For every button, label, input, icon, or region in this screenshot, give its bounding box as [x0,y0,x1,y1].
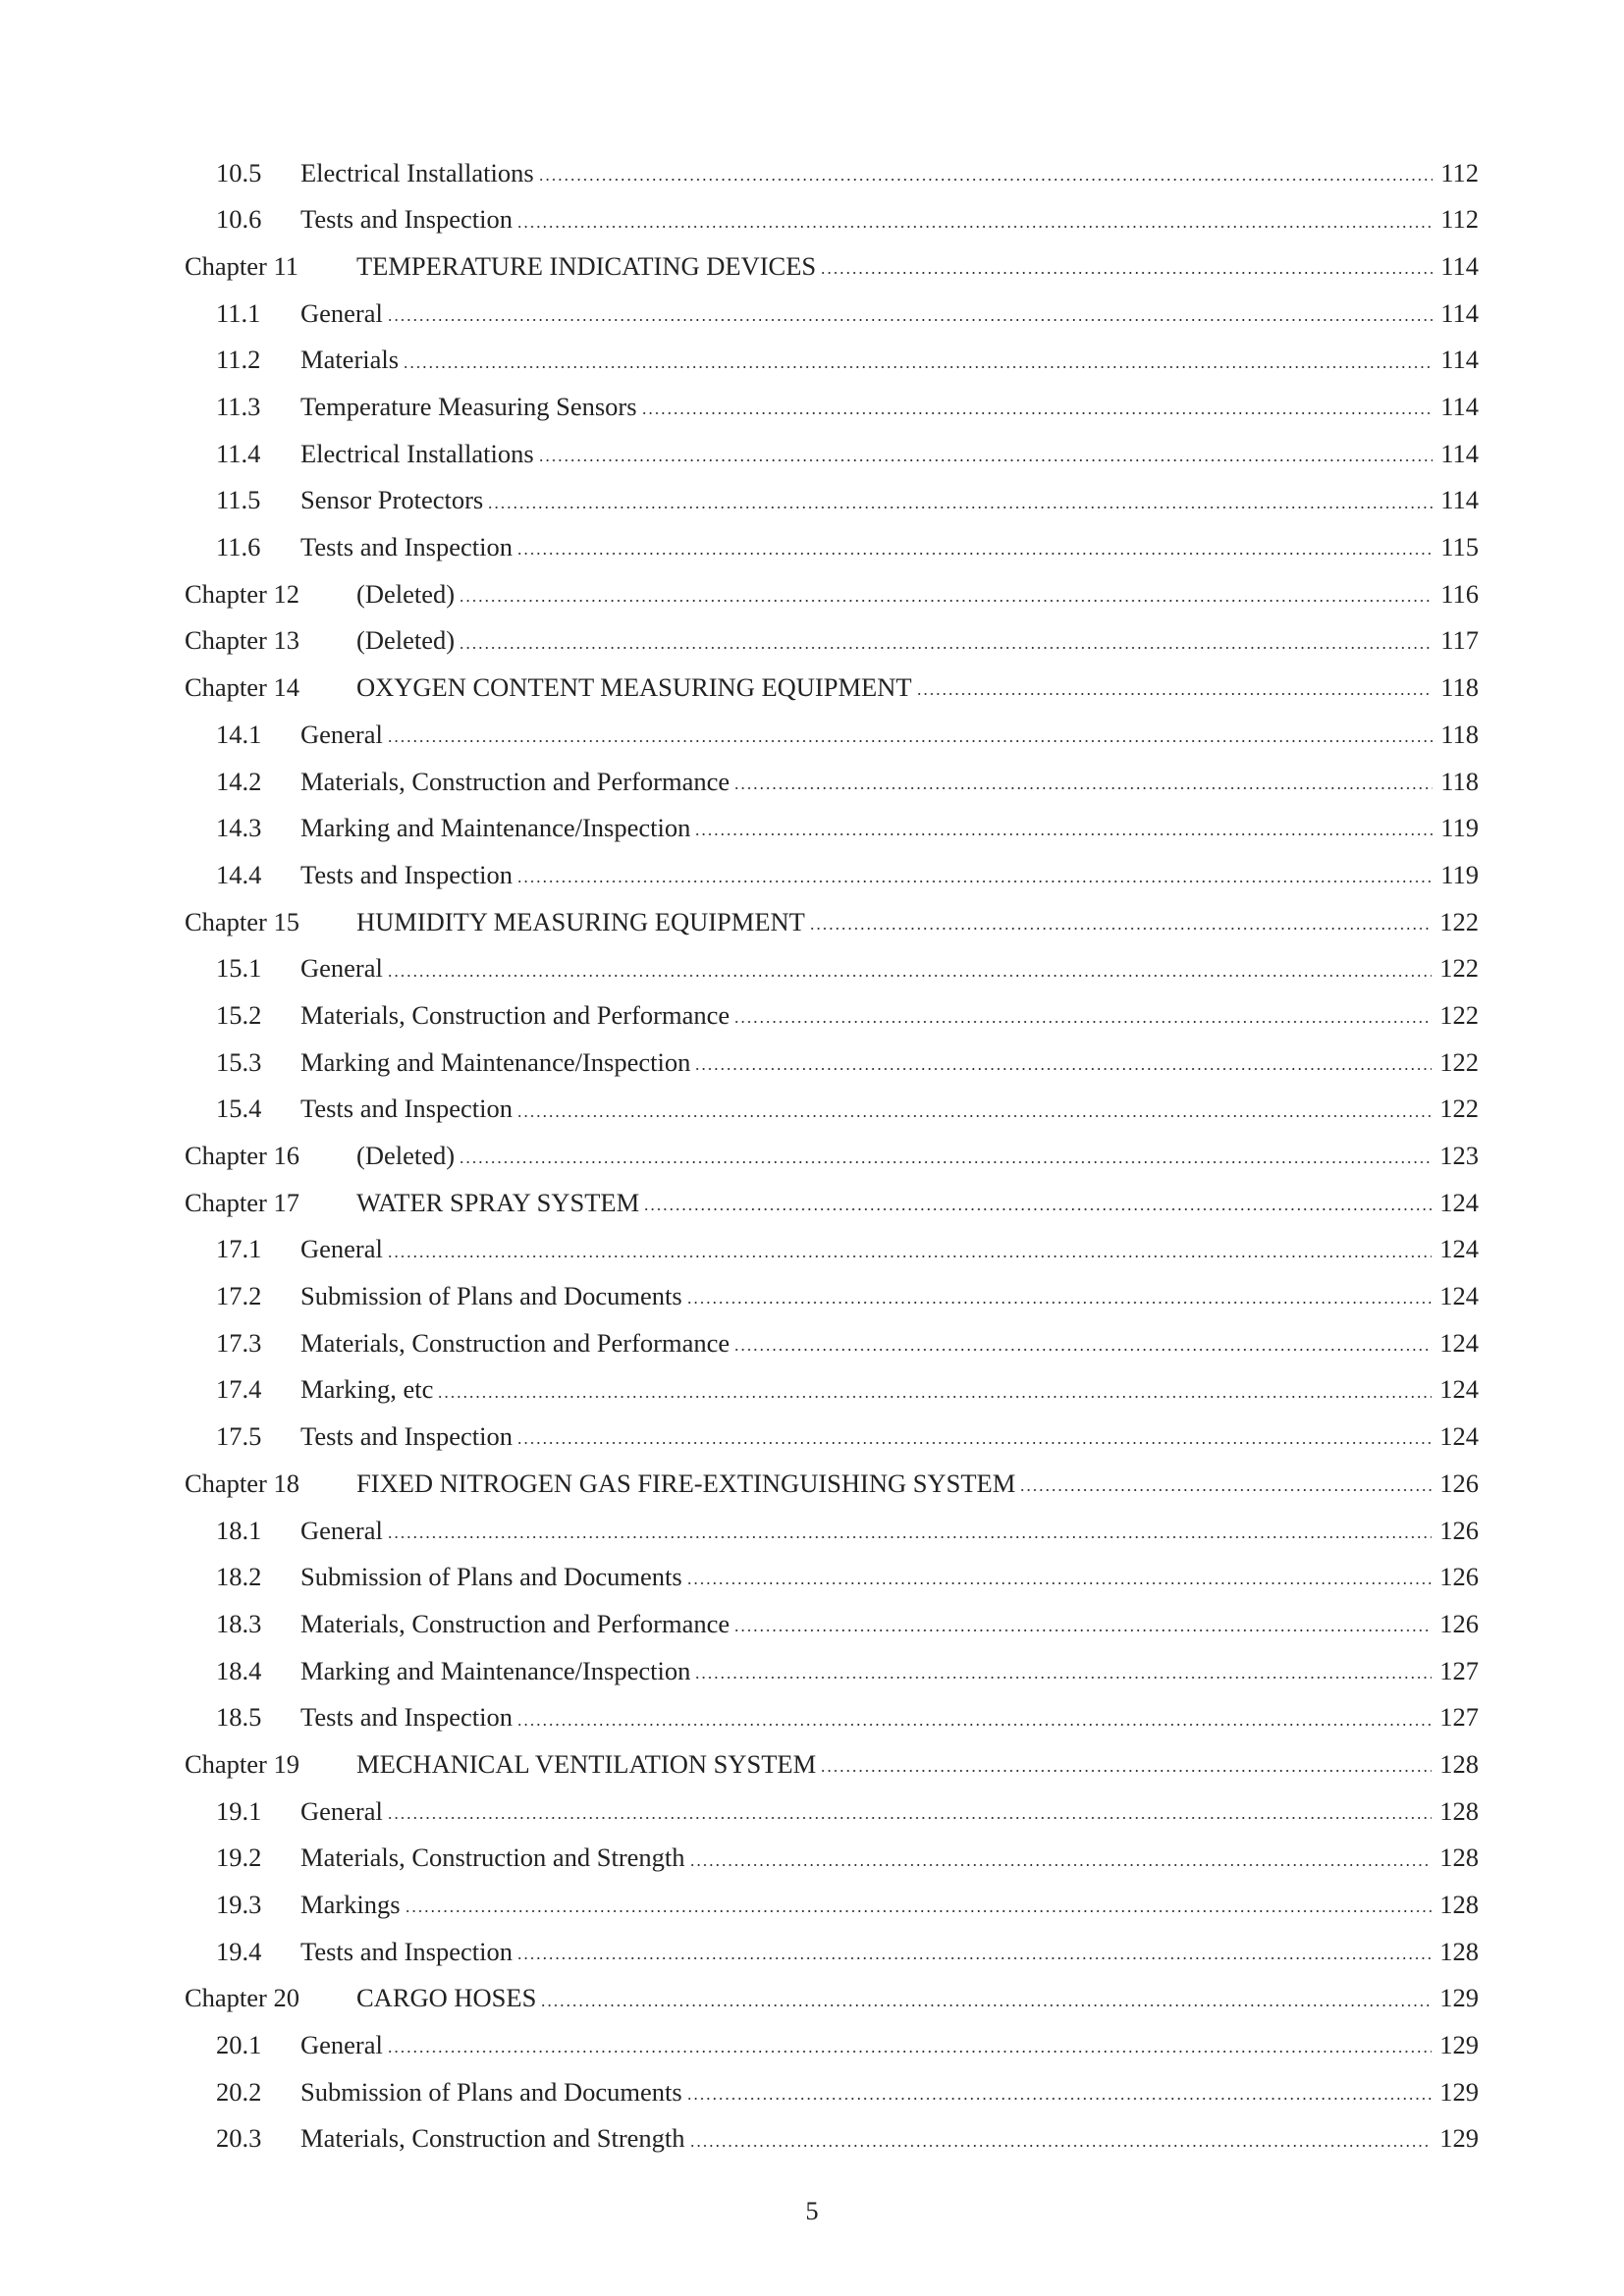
toc-entry-page: 126 [1439,1608,1479,1638]
toc-entry-title: General [300,1234,383,1264]
toc-chapter-entry[interactable] [185,1740,1479,1788]
toc-entry-page: 122 [1439,906,1479,936]
toc-entry-title: General [300,1515,383,1545]
toc-entry-page: 129 [1439,1983,1479,2013]
toc-entry-title: Marking, etc [300,1374,434,1405]
toc-entry-title: Materials, Construction and Strength [300,2123,685,2154]
toc-section-entry[interactable] [185,1647,1479,1694]
toc-entry-page: 124 [1439,1374,1479,1405]
toc-entry-page: 129 [1439,2123,1479,2154]
toc-entry-page: 126 [1439,1562,1479,1592]
toc-entry-page: 122 [1439,1046,1479,1077]
toc-dot-leader [809,909,1432,934]
toc-chapter-entry[interactable] [185,1460,1479,1507]
toc-entry-number: 15.3 [216,1046,262,1077]
toc-dot-leader [540,1986,1432,2011]
toc-section-entry[interactable] [185,1881,1479,1928]
toc-section-entry[interactable] [185,1414,1479,1461]
toc-entry-title: General [300,297,383,328]
toc-dot-leader [686,1564,1433,1589]
toc-section-entry[interactable] [185,1366,1479,1414]
toc-dot-leader [387,1798,1432,1824]
toc-dot-leader [820,1751,1432,1777]
toc-entry-title: Tests and Inspection [300,1421,513,1452]
toc-dot-leader [820,253,1433,279]
toc-entry-page: 128 [1439,1795,1479,1826]
toc-entry-page: 124 [1439,1281,1479,1311]
toc-entry-title: TEMPERATURE INDICATING DEVICES [356,250,817,281]
toc-dot-leader [694,1658,1432,1683]
toc-entry-title: Submission of Plans and Documents [300,1562,682,1592]
toc-section-entry[interactable] [185,149,1479,196]
toc-entry-number: 14.4 [216,859,262,889]
toc-entry-title: Submission of Plans and Documents [300,2076,682,2107]
toc-entry-page: 118 [1440,672,1479,703]
toc-chapter-entry[interactable] [185,617,1479,665]
toc-section-entry[interactable] [185,711,1479,758]
toc-chapter-entry[interactable] [185,242,1479,290]
toc-chapter-entry[interactable] [185,1132,1479,1179]
toc-dot-leader [733,1330,1432,1356]
toc-entry-title: Materials, Construction and Performance [300,1608,731,1638]
toc-entry-page: 123 [1439,1141,1479,1171]
toc-dot-leader [516,207,1433,233]
toc-section-entry[interactable] [185,945,1479,992]
toc-entry-title: Materials [300,345,400,375]
toc-entry-page: 127 [1439,1702,1479,1733]
toc-entry-number: 15.4 [216,1094,262,1124]
toc-section-entry[interactable] [185,1086,1479,1133]
toc-section-entry[interactable] [185,337,1479,384]
toc-dot-leader [733,1611,1432,1636]
toc-entry-title: General [300,719,383,749]
toc-entry-title: Materials, Construction and Performance [300,766,731,796]
toc-entry-title: Sensor Protectors [300,485,484,515]
toc-entry-page: 127 [1439,1655,1479,1685]
toc-section-entry[interactable] [185,2022,1479,2069]
toc-entry-page: 122 [1439,953,1479,984]
toc-dot-leader [459,1143,1432,1168]
toc-entry-page: 118 [1440,766,1479,796]
toc-dot-leader [733,769,1433,794]
toc-dot-leader [1019,1470,1432,1496]
toc-section-entry[interactable] [185,2115,1479,2163]
toc-entry-number: 14.2 [216,766,262,796]
toc-dot-leader [689,2126,1433,2152]
toc-section-entry[interactable] [185,524,1479,571]
toc-dot-leader [405,1892,1433,1917]
toc-entry-page: 114 [1440,438,1479,468]
toc-entry-number: 10.5 [216,157,262,187]
toc-entry-title: (Deleted) [356,578,456,609]
toc-entry-title: CARGO HOSES [356,1983,537,2013]
toc-entry-title: OXYGEN CONTENT MEASURING EQUIPMENT [356,672,912,703]
toc-entry-number: Chapter 19 [185,1748,300,1779]
toc-dot-leader [694,1049,1432,1075]
toc-entry-page: 114 [1440,250,1479,281]
toc-chapter-entry[interactable] [185,665,1479,712]
toc-entry-page: 124 [1439,1327,1479,1358]
toc-dot-leader [387,1518,1432,1543]
toc-section-entry[interactable] [185,1694,1479,1741]
toc-dot-leader [516,1939,1432,1964]
toc-entry-page: 118 [1440,719,1479,749]
toc-entry-number: 15.2 [216,999,262,1030]
toc-entry-number: 10.6 [216,204,262,235]
toc-section-entry[interactable] [185,1600,1479,1647]
toc-entry-title: Materials, Construction and Performance [300,1327,731,1358]
toc-dot-leader [538,441,1434,466]
toc-entry-title: Tests and Inspection [300,1702,513,1733]
toc-section-entry[interactable] [185,477,1479,524]
toc-section-entry[interactable] [185,1226,1479,1273]
toc-dot-leader [538,160,1434,186]
toc-chapter-entry[interactable] [185,1179,1479,1226]
toc-entry-number: 11.1 [216,297,261,328]
toc-entry-title: Tests and Inspection [300,204,513,235]
toc-dot-leader [459,628,1433,654]
toc-entry-page: 128 [1439,1890,1479,1920]
toc-entry-number: 18.3 [216,1608,262,1638]
toc-section-entry[interactable] [185,383,1479,430]
toc-entry-number: Chapter 20 [185,1983,300,2013]
toc-entry-title: Tests and Inspection [300,1936,513,1966]
toc-entry-page: 112 [1440,157,1479,187]
toc-entry-number: 19.1 [216,1795,262,1826]
toc-dot-leader [733,1002,1432,1028]
toc-entry-number: 11.5 [216,485,261,515]
toc-entry-number: 15.1 [216,953,262,984]
toc-entry-title: Electrical Installations [300,438,534,468]
toc-entry-page: 119 [1440,859,1479,889]
toc-section-entry[interactable] [185,1554,1479,1601]
toc-dot-leader [387,300,1433,326]
toc-entry-page: 124 [1439,1421,1479,1452]
toc-section-entry[interactable] [185,1835,1479,1882]
toc-entry-title: Marking and Maintenance/Inspection [300,1655,691,1685]
toc-entry-page: 124 [1439,1234,1479,1264]
toc-entry-page: 126 [1439,1515,1479,1545]
toc-entry-page: 122 [1439,1094,1479,1124]
toc-entry-number: 11.2 [216,345,261,375]
toc-section-entry[interactable] [185,430,1479,477]
toc-dot-leader [516,1423,1432,1449]
toc-section-entry[interactable] [185,758,1479,805]
toc-dot-leader [403,347,1433,373]
toc-entry-title: Tests and Inspection [300,532,513,562]
toc-chapter-entry[interactable] [185,1975,1479,2022]
toc-entry-number: 20.2 [216,2076,262,2107]
toc-entry-page: 126 [1439,1468,1479,1498]
toc-section-entry[interactable] [185,1319,1479,1366]
toc-entry-page: 112 [1440,204,1479,235]
toc-section-entry[interactable] [185,851,1479,898]
toc-section-entry[interactable] [185,196,1479,243]
toc-entry-number: 17.1 [216,1234,262,1264]
toc-entry-page: 128 [1439,1748,1479,1779]
toc-entry-number: 19.4 [216,1936,262,1966]
page-number: 5 [805,2196,819,2225]
toc-entry-title: General [300,953,383,984]
table-of-contents [185,149,1479,2163]
toc-entry-page: 124 [1439,1187,1479,1217]
toc-dot-leader [387,721,1433,747]
toc-chapter-entry[interactable] [185,898,1479,945]
toc-entry-number: 17.5 [216,1421,262,1452]
toc-entry-number: Chapter 16 [185,1141,300,1171]
toc-entry-number: 18.2 [216,1562,262,1592]
toc-dot-leader [694,815,1433,840]
toc-entry-title: Markings [300,1890,401,1920]
toc-entry-title: Marking and Maintenance/Inspection [300,1046,691,1077]
toc-dot-leader [516,862,1433,887]
toc-entry-title: Marking and Maintenance/Inspection [300,813,691,843]
toc-entry-number: 20.1 [216,2030,262,2060]
toc-section-entry[interactable] [185,1507,1479,1554]
toc-dot-leader [459,581,1433,607]
toc-entry-page: 114 [1440,297,1479,328]
toc-dot-leader [686,2079,1433,2105]
toc-entry-title: General [300,2030,383,2060]
toc-entry-number: 11.4 [216,438,261,468]
toc-entry-title: WATER SPRAY SYSTEM [356,1187,640,1217]
toc-entry-title: Tests and Inspection [300,1094,513,1124]
toc-entry-page: 117 [1440,625,1479,656]
toc-entry-page: 115 [1440,532,1479,562]
toc-entry-number: Chapter 11 [185,250,299,281]
toc-entry-number: 17.3 [216,1327,262,1358]
toc-entry-title: Tests and Inspection [300,859,513,889]
toc-entry-number: 14.1 [216,719,262,749]
toc-dot-leader [641,394,1434,419]
toc-entry-number: 19.3 [216,1890,262,1920]
toc-entry-number: Chapter 12 [185,578,300,609]
toc-dot-leader [387,956,1432,982]
toc-dot-leader [689,1845,1433,1871]
toc-entry-page: 114 [1440,345,1479,375]
toc-dot-leader [643,1190,1432,1215]
toc-entry-number: 18.4 [216,1655,262,1685]
toc-entry-page: 129 [1439,2030,1479,2060]
toc-entry-number: 14.3 [216,813,262,843]
toc-entry-title: Electrical Installations [300,157,534,187]
toc-entry-page: 122 [1439,999,1479,1030]
toc-section-entry[interactable] [185,2068,1479,2115]
toc-entry-title: HUMIDITY MEASURING EQUIPMENT [356,906,805,936]
toc-section-entry[interactable] [185,1039,1479,1086]
toc-entry-page: 129 [1439,2076,1479,2107]
toc-section-entry[interactable] [185,1928,1479,1975]
toc-entry-title: Materials, Construction and Strength [300,1842,685,1873]
toc-section-entry[interactable] [185,1788,1479,1835]
toc-dot-leader [516,1096,1432,1122]
toc-entry-page: 128 [1439,1842,1479,1873]
toc-entry-title: Materials, Construction and Performance [300,999,731,1030]
toc-section-entry[interactable] [185,290,1479,337]
toc-entry-number: 11.3 [216,392,261,422]
toc-entry-page: 114 [1440,392,1479,422]
toc-entry-number: 19.2 [216,1842,262,1873]
toc-entry-page: 116 [1440,578,1479,609]
toc-dot-leader [387,1237,1432,1262]
toc-entry-title: Temperature Measuring Sensors [300,392,637,422]
toc-entry-title: (Deleted) [356,1141,456,1171]
toc-dot-leader [387,2032,1432,2057]
toc-entry-number: 18.1 [216,1515,262,1545]
toc-section-entry[interactable] [185,805,1479,852]
toc-entry-number: 11.6 [216,532,261,562]
toc-entry-number: Chapter 17 [185,1187,300,1217]
toc-dot-leader [686,1283,1433,1308]
toc-entry-number: 18.5 [216,1702,262,1733]
toc-entry-number: Chapter 15 [185,906,300,936]
toc-dot-leader [516,534,1433,560]
toc-entry-number: 17.2 [216,1281,262,1311]
toc-entry-number: Chapter 18 [185,1468,300,1498]
toc-dot-leader [916,674,1434,700]
toc-entry-title: General [300,1795,383,1826]
toc-entry-number: Chapter 14 [185,672,300,703]
toc-entry-page: 119 [1440,813,1479,843]
toc-entry-page: 128 [1439,1936,1479,1966]
toc-entry-number: 20.3 [216,2123,262,2154]
toc-dot-leader [437,1377,1432,1403]
toc-dot-leader [516,1705,1432,1731]
toc-entry-number: 17.4 [216,1374,262,1405]
toc-entry-number: Chapter 13 [185,625,300,656]
toc-chapter-entry[interactable] [185,570,1479,617]
toc-section-entry[interactable] [185,1273,1479,1320]
toc-section-entry[interactable] [185,991,1479,1039]
toc-entry-title: FIXED NITROGEN GAS FIRE-EXTINGUISHING SYSTEM [356,1468,1016,1498]
toc-entry-title: (Deleted) [356,625,456,656]
toc-dot-leader [487,488,1433,513]
toc-entry-title: Submission of Plans and Documents [300,1281,682,1311]
toc-entry-title: MECHANICAL VENTILATION SYSTEM [356,1748,817,1779]
toc-entry-page: 114 [1440,485,1479,515]
